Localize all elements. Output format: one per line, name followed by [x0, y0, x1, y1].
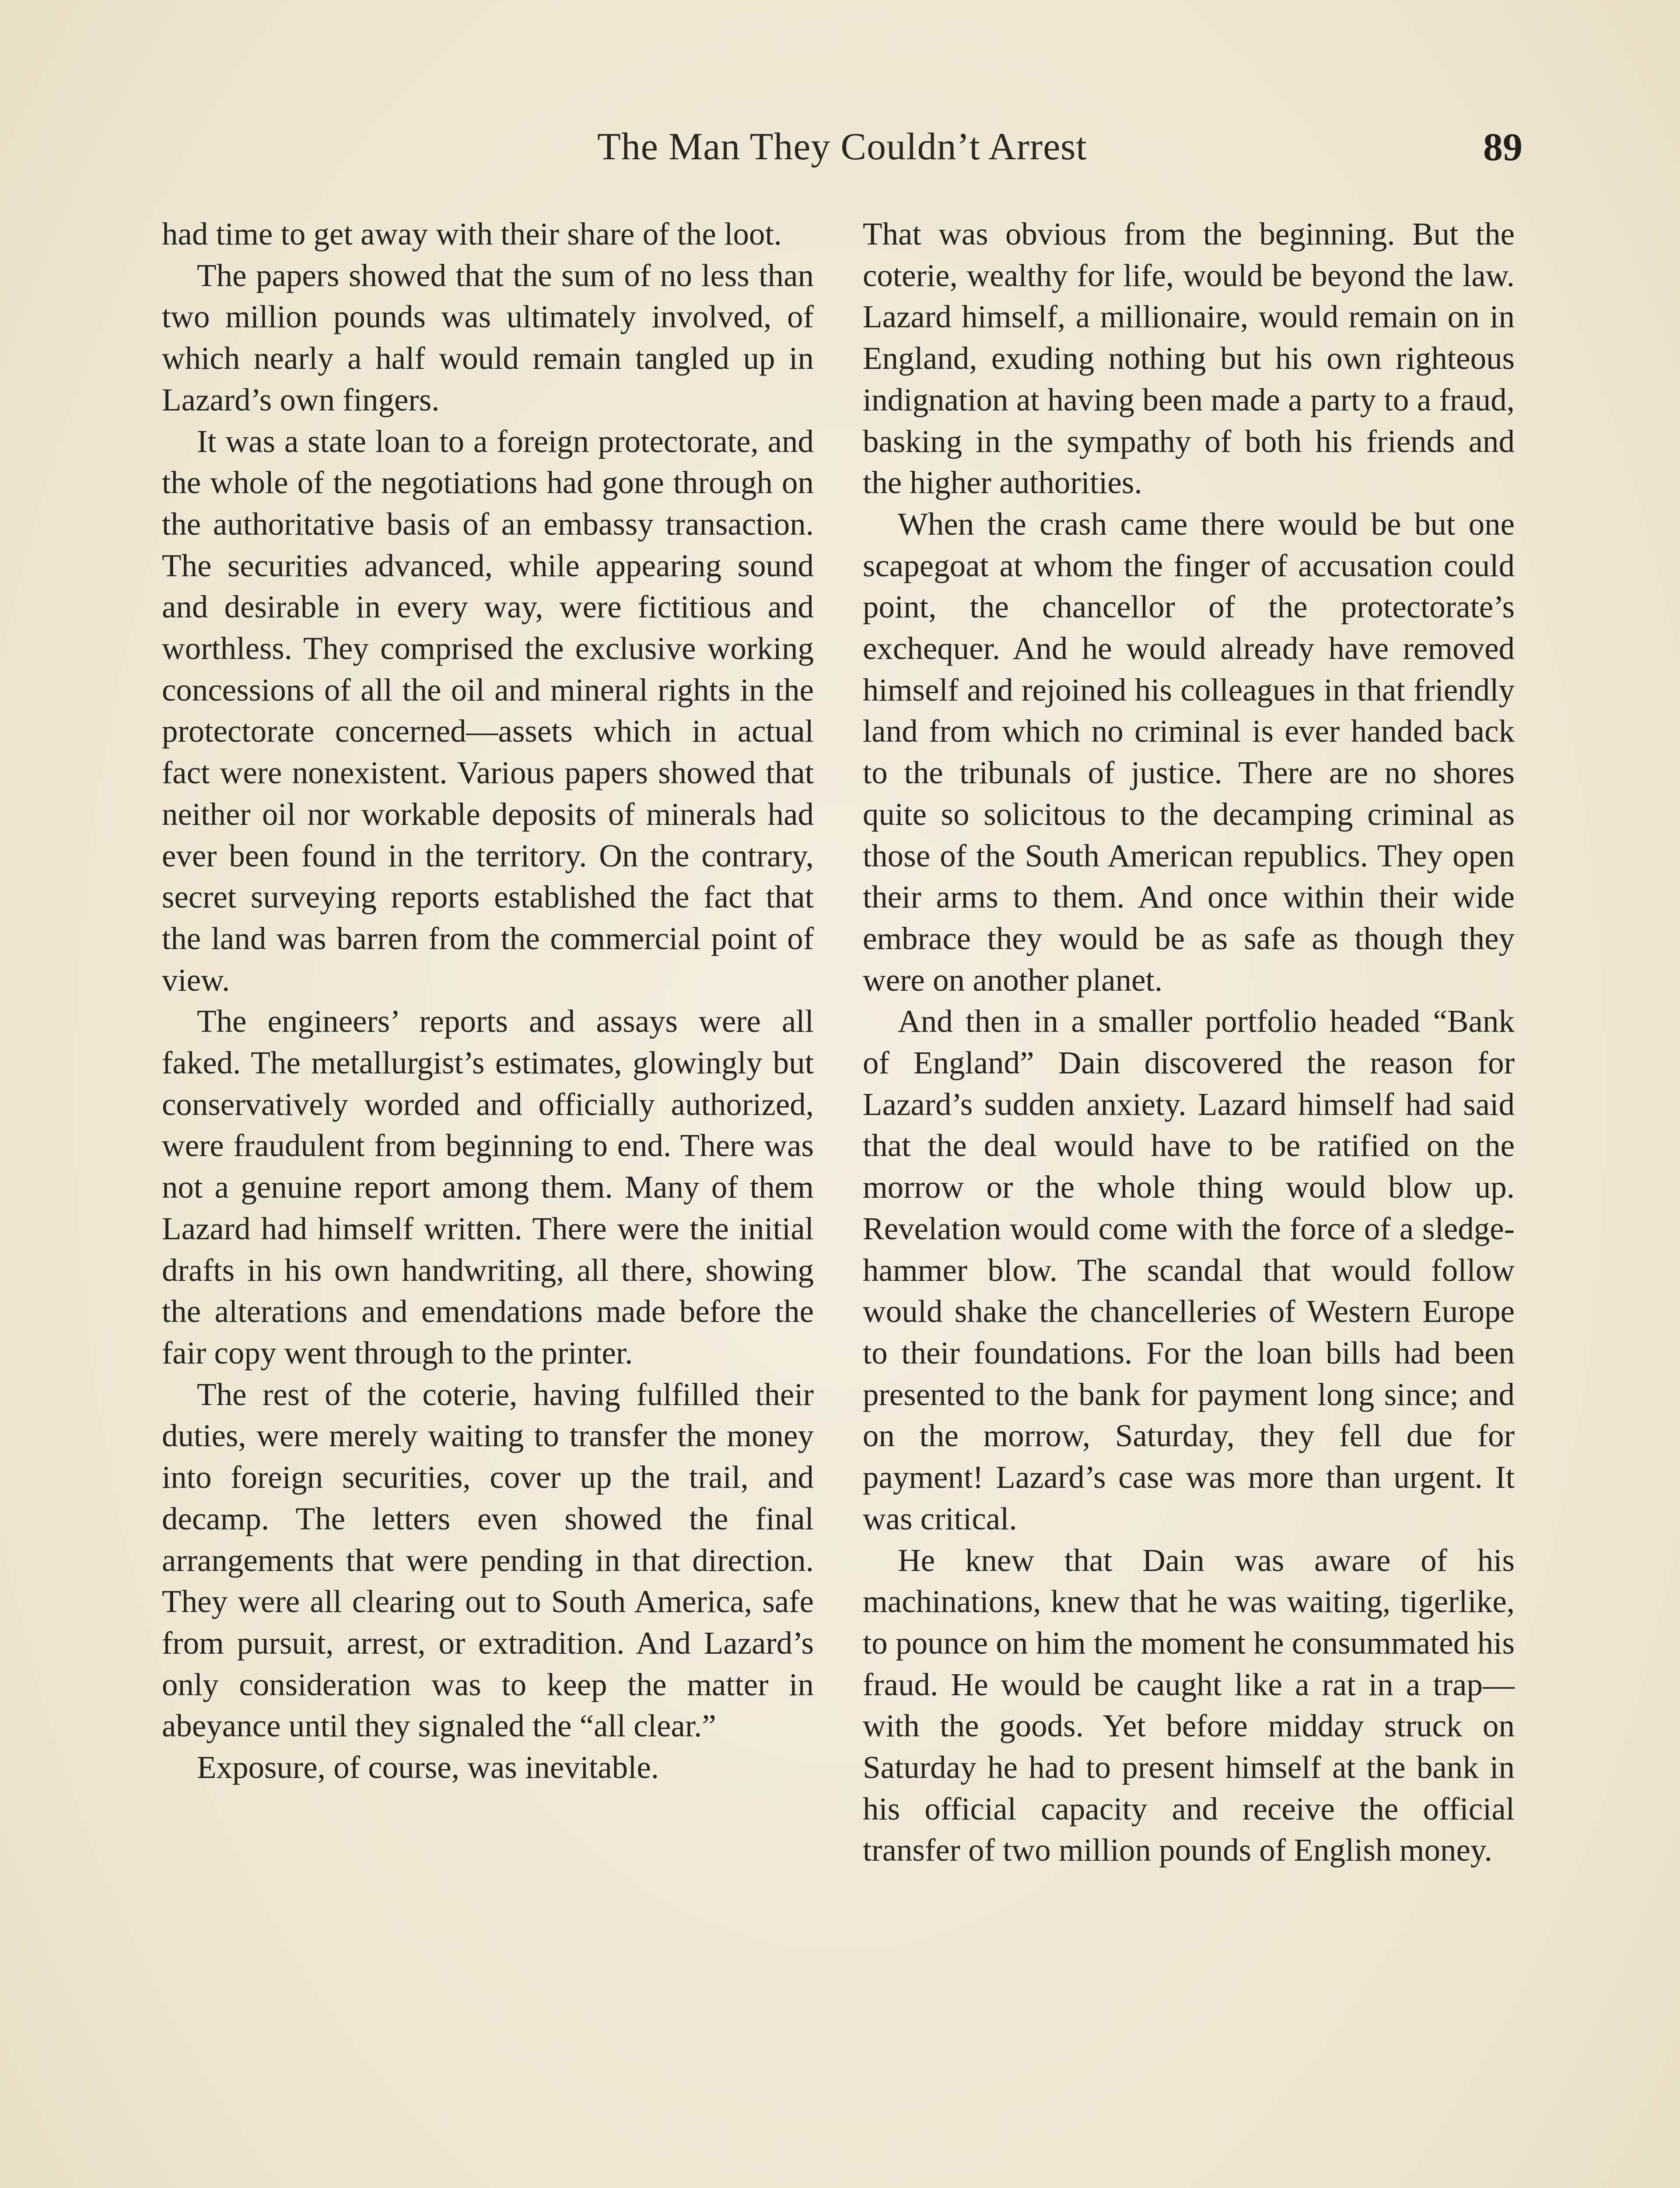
paragraph: The papers showed that the sum of no less than two million pounds was ultimately involved, of which nearly a half would remain tangled up in Lazard’s own fingers. — [162, 257, 814, 417]
paragraph: And then in a smaller portfolio headed “Bank of England” Dain discovered the reason for Lazard’s sudden anxiety. Lazard himself had said that the deal would have to be ratified on the morrow or the whole thing would blow up. Revelation would come with the force of a sledge-hammer blow. The scandal that would follow would shake the chancelleries of Western Europe to their foundations. For the loan bills had been presented to the bank for payment long since; and on the morrow, Saturday, they fell due for payment! Lazard’s case was more than urgent. It was critical. — [863, 1003, 1515, 1536]
running-title: The Man They Couldn’t Arrest — [597, 126, 1087, 168]
paragraph: had time to get away with their share of the loot. — [162, 216, 782, 252]
paragraph: Exposure, of course, was inevitable. — [197, 1750, 659, 1785]
right-column — [863, 214, 1515, 1871]
left-column — [162, 214, 814, 1788]
paragraph: It was a state loan to a foreign protectorate, and the whole of the negotiations had gone through on the authoritative basis of an embassy transaction. The securities advanced, while appearing sound and desirable in every way, were fictitious and worthless. They comprised the exclusive working concessions of all the oil and mineral rights in the protectorate concerned—assets which in actual fact were nonexistent. Various papers showed that neither oil nor workable deposits of minerals had ever been found in the territory. On the contrary, secret surveying reports established the fact that the land was barren from the commercial point of view. — [162, 423, 814, 998]
paragraph: When the crash came there would be but one scapegoat at whom the finger of accusation could point, the chancellor of the protectorate’s exchequer. And he would already have removed himself and rejoined his colleagues in that friendly land from which no criminal is ever handed back to the tribunals of justice. There are no shores quite so solicitous to the decamping criminal as those of the South American republics. They open their arms to them. And once within their wide embrace they would be as safe as though they were on another planet. — [863, 506, 1515, 998]
paragraph: That was obvious from the beginning. But the coterie, wealthy for life, would be beyond the law. Lazard himself, a millionaire, would remain on in England, exuding nothing but his own righteous indignation at having been made a party to a fraud, basking in the sympathy of both his friends and the higher authorities. — [863, 216, 1515, 501]
paragraph: The rest of the coterie, having fulfilled their duties, were merely waiting to transfer the money into foreign securities, cover up the trail, and decamp. The letters even showed the final arrangements that were pending in that direction. They were all clearing out to South America, safe from pursuit, arrest, or extradition. And Lazard’s only consideration was to keep the matter in abeyance until they signaled the “all clear.” — [162, 1376, 814, 1744]
paragraph: The engineers’ reports and assays were all faked. The metallurgist’s estimates, glowingly but conservatively worded and officially authorized, were fraudulent from beginning to end. There was not a genuine report among them. Many of them Lazard had himself written. There were the initial drafts in his own handwriting, all there, showing the alterations and emendations made before the fair copy went through to the printer. — [162, 1003, 814, 1371]
page-header — [162, 125, 1522, 182]
paragraph: He knew that Dain was aware of his machinations, knew that he was waiting, tigerlike, to pounce on him the moment he consummated his fraud. He would be caught like a rat in a trap—with the goods. Yet before midday struck on Saturday he had to present himself at the bank in his official capacity and receive the official transfer of two million pounds of English money. — [863, 1542, 1515, 1868]
page-number: 89 — [1483, 126, 1522, 169]
